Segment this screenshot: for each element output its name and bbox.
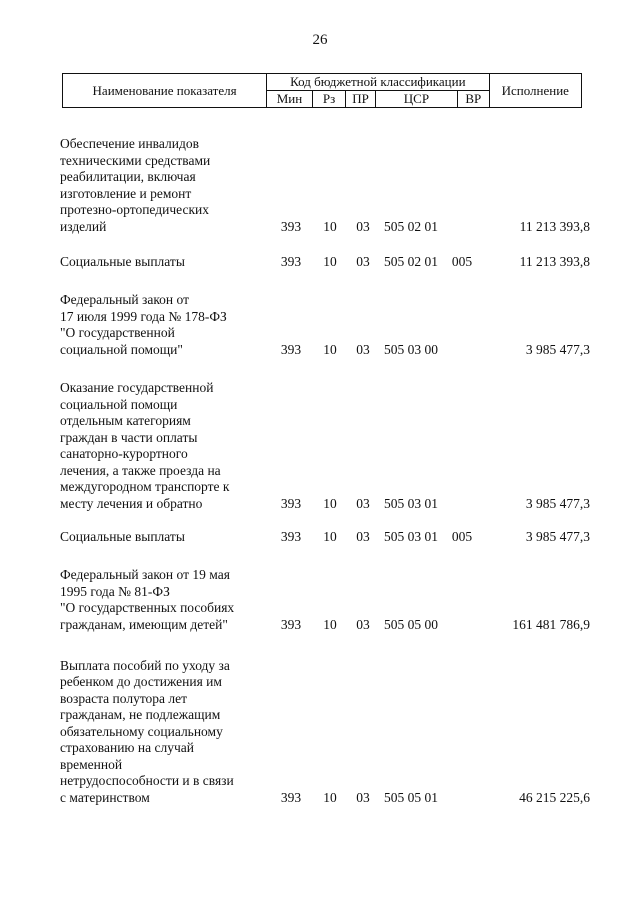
- row-execution: 3 985 477,3: [525, 341, 590, 357]
- row-name: Социальные выплаты: [60, 528, 185, 544]
- row-vr: 005: [451, 528, 473, 544]
- row-pr: 03: [356, 495, 370, 511]
- row-execution: 11 213 393,8: [519, 218, 590, 234]
- table-row: [60, 131, 590, 235]
- row-execution: 161 481 786,9: [512, 616, 590, 632]
- row-csr: 505 05 00: [384, 616, 438, 632]
- row-min: 393: [280, 218, 302, 234]
- row-rz: 10: [323, 528, 337, 544]
- row-rz: 10: [323, 616, 337, 632]
- header-min: Мин: [267, 91, 313, 108]
- row-rz: 10: [323, 341, 337, 357]
- row-csr: 505 03 01: [384, 495, 438, 511]
- row-rz: 10: [323, 495, 337, 511]
- row-pr: 03: [356, 789, 370, 805]
- row-pr: 03: [356, 528, 370, 544]
- row-execution: 3 985 477,3: [525, 495, 590, 511]
- row-min: 393: [280, 789, 302, 805]
- header-rz: Рз: [312, 91, 346, 108]
- table-row: [60, 650, 590, 806]
- row-name: Оказание государственной социальной помощи отдельным категориям граждан в части оплаты санаторно-курортного лечения, а также проезда на междугородном транспорте к месту лечения и обратно: [60, 380, 230, 511]
- table-row: [60, 528, 590, 545]
- row-rz: 10: [323, 218, 337, 234]
- row-pr: 03: [356, 341, 370, 357]
- row-execution: 11 213 393,8: [519, 253, 590, 269]
- page-number: 26: [312, 32, 328, 48]
- row-csr: 505 02 01: [384, 253, 438, 269]
- row-name: Федеральный закон от 19 мая 1995 года № 81-ФЗ "О государственных пособиях гражданам, имеющим детей": [60, 567, 235, 632]
- header-csr: ЦСР: [375, 91, 457, 108]
- table-row: [60, 253, 590, 270]
- row-min: 393: [280, 528, 302, 544]
- header-execution-column: Исполнение: [489, 74, 581, 108]
- row-name: Выплата пособий по уходу за ребенком до достижения им возраста полутора лет гражданам, не подлежащим обязательному социальному страхованию на случай временной нетрудоспособности и в связи с материнством: [60, 657, 234, 805]
- row-csr: 505 02 01: [384, 218, 438, 234]
- table-row: [60, 563, 590, 633]
- table-row: [60, 374, 590, 512]
- row-rz: 10: [323, 253, 337, 269]
- row-csr: 505 03 00: [384, 341, 438, 357]
- row-rz: 10: [323, 789, 337, 805]
- row-min: 393: [280, 341, 302, 357]
- row-vr: 005: [451, 253, 473, 269]
- row-pr: 03: [356, 616, 370, 632]
- row-min: 393: [280, 616, 302, 632]
- row-pr: 03: [356, 218, 370, 234]
- row-name: Социальные выплаты: [60, 253, 185, 269]
- row-min: 393: [280, 253, 302, 269]
- row-min: 393: [280, 495, 302, 511]
- header-pr: ПР: [346, 91, 375, 108]
- header-name-column: Наименование показателя: [63, 74, 267, 108]
- table-header: [62, 73, 582, 108]
- row-csr: 505 05 01: [384, 789, 438, 805]
- row-execution: 3 985 477,3: [525, 528, 590, 544]
- row-pr: 03: [356, 253, 370, 269]
- row-name: Федеральный закон от 17 июля 1999 года № 178-ФЗ "О государственной социальной помощи": [60, 292, 227, 357]
- header-vr: ВР: [458, 91, 489, 108]
- row-execution: 46 215 225,6: [519, 789, 590, 805]
- row-csr: 505 03 01: [384, 528, 438, 544]
- row-name: Обеспечение инвалидов техническими средствами реабилитации, включая изготовление и ремонт протезно-ортопедических изделий: [60, 136, 211, 234]
- header-code-group: Код бюджетной классификации: [267, 74, 489, 91]
- table-row: [60, 288, 590, 358]
